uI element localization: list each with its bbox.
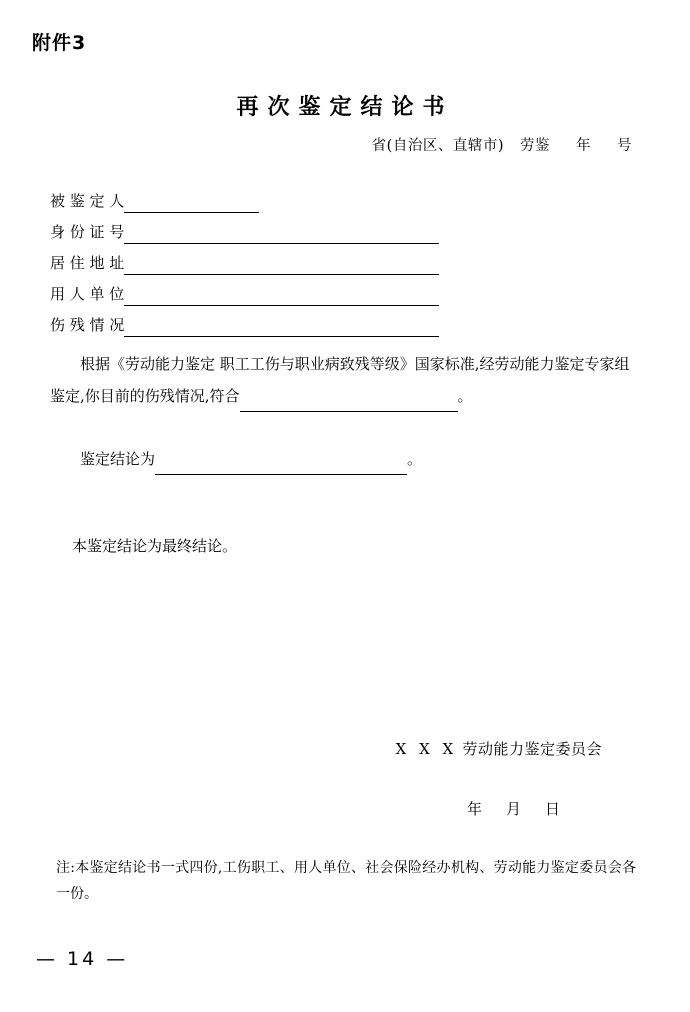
serial-prefix: 省(自治区、直辖市): [371, 138, 504, 154]
conclusion-end: 。: [407, 450, 423, 468]
basis-text-mid: 鉴定,你目前的伤残情况,符合: [50, 387, 240, 405]
signature-date: [0, 798, 560, 819]
paragraph-basis: [50, 348, 642, 412]
serial-year-unit: 年: [576, 138, 591, 154]
basis-text-pre: 根据《劳动能力鉴定 职工工伤与职业病致残等级》国家标准,经劳动能力鉴定专家组: [80, 355, 630, 373]
signature-organization: [0, 738, 602, 759]
date-day-unit: 日: [544, 800, 560, 818]
serial-line: [372, 134, 632, 155]
date-year-unit: 年: [466, 800, 482, 818]
date-month-unit: 月: [505, 800, 521, 818]
page-number: — 14 —: [36, 948, 129, 970]
field-label-employer: 用 人 单 位: [50, 285, 125, 303]
field-input-employer[interactable]: [124, 290, 439, 306]
conclusion-label: 鉴定结论为: [80, 450, 156, 468]
field-input-name[interactable]: [124, 197, 259, 213]
field-row-employer: [50, 275, 640, 306]
field-label-name: 被 鉴 定 人: [50, 192, 125, 210]
footer-note: 注:本鉴定结论书一式四份,工伤职工、用人单位、社会保险经办机构、劳动能力鉴定委员会各一份。: [56, 860, 636, 902]
field-label-disability: 伤 残 情 况: [50, 316, 125, 334]
field-input-id[interactable]: [124, 228, 439, 244]
basis-text-end: 。: [457, 387, 473, 405]
conclusion-input[interactable]: [155, 458, 407, 475]
field-row-address: [50, 244, 640, 275]
field-list: [50, 182, 640, 337]
field-label-address: 居 住 地 址: [50, 254, 125, 272]
serial-code: 劳鉴: [520, 138, 550, 154]
field-label-id: 身 份 证 号: [50, 223, 125, 241]
field-row-id: [50, 213, 640, 244]
paragraph-conclusion: [50, 443, 642, 475]
serial-number-unit: 号: [617, 138, 632, 154]
field-row-disability: [50, 306, 640, 337]
attachment-label: 附件3: [32, 32, 87, 54]
field-row-name: [50, 182, 640, 213]
signature-org-name: 劳动能力鉴定委员会: [462, 740, 602, 758]
conform-level-input[interactable]: [240, 395, 458, 412]
final-text: 本鉴定结论为最终结论。: [72, 537, 238, 555]
paragraph-final: [50, 530, 642, 562]
signature-org-placeholder: Ⅹ Ⅹ Ⅹ: [395, 740, 458, 758]
field-input-disability[interactable]: [124, 321, 439, 337]
field-input-address[interactable]: [124, 259, 439, 275]
page-title: 再次鉴定结论书: [236, 94, 454, 120]
